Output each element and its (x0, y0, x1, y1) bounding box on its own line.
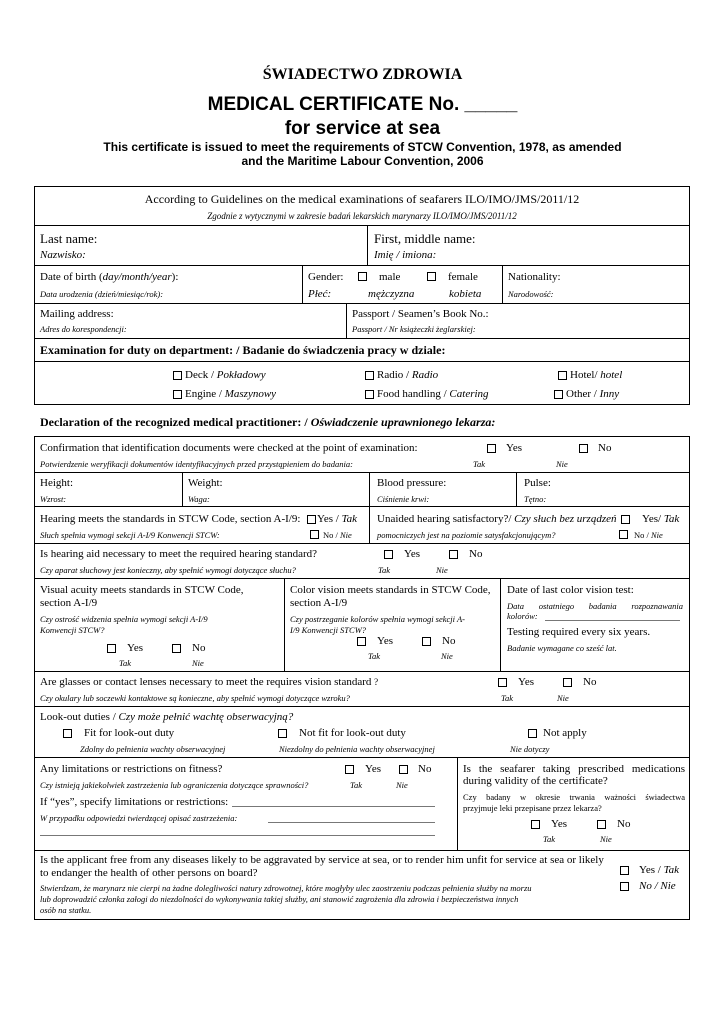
glasses-no: No (583, 676, 597, 688)
if-yes-pl: W przypadku odpowiedzi twierdzącej opisać zastrzeżenia: (40, 813, 238, 823)
radio-label: Radio / Radio (377, 369, 439, 381)
limits-pl: Czy istnieją jakiekolwiek zastrzeżenia lub ograniczenia dotyczące sprawności? (40, 780, 309, 790)
limits-yes: Yes (365, 763, 382, 775)
not-fit-lookout-pl: Niezdolny do pełnienia wachty obserwacyjnej (279, 744, 435, 754)
convention-line-1: This certificate is issued to meet the requirements of STCW Convention, 1978, as amended (103, 140, 622, 154)
not-apply-pl: Nie dotyczy (510, 744, 550, 754)
title-certificate-number: MEDICAL CERTIFICATE No. _____ (207, 94, 518, 115)
limits-no-checkbox[interactable] (399, 765, 408, 774)
visual-pl-2: Konwencji STCW? (40, 625, 105, 635)
engine-checkbox[interactable] (173, 390, 182, 399)
mailing-pl: Adres do korespondencji: (40, 324, 127, 334)
meds-yes: Yes (551, 818, 568, 830)
color-pl-1: Czy postrzeganie kolorów spełnia wymogi sekcji A- (290, 614, 466, 624)
not-fit-lookout-label: Not fit for look-out duty (299, 727, 406, 739)
if-yes-label: If “yes”, specify limitations or restrictions: (40, 796, 229, 808)
visual-no-checkbox[interactable] (172, 644, 181, 653)
if-yes-line[interactable] (232, 806, 435, 807)
not-apply-label: Not apply (543, 727, 587, 739)
male-pl: mężczyzna (368, 288, 415, 300)
color-yes-checkbox[interactable] (357, 637, 366, 646)
aid-pl: Czy aparat słuchowy jest konieczny, aby spełnić wymogi dotyczące słuchu? (40, 565, 296, 575)
limits-nie: Nie (396, 780, 408, 790)
confirm-label: Confirmation that identification documents were checked at the point of examination: (40, 442, 418, 454)
visual-pl-1: Czy ostrość widzenia spełnia wymogi sekcji A-I/9 (40, 614, 208, 624)
declaration-title: Declaration of the recognized medical practitioner: / Oświadczenie uprawnionego lekarza: (40, 415, 496, 429)
fit-lookout-label: Fit for look-out duty (84, 727, 175, 739)
color-label-1: Color vision meets standards in STCW Code, (290, 584, 491, 596)
visual-no: No (192, 642, 206, 654)
free-no-checkbox[interactable] (620, 882, 629, 891)
every-six-years-pl: Badanie wymagane co sześć lat. (507, 643, 617, 653)
meds-nie: Nie (600, 834, 612, 844)
mailing-label: Mailing address: (40, 308, 114, 320)
free-label-1: Is the applicant free from any diseases likely to be aggravated by service at sea, or to render him unfit for service at sea or likely (40, 854, 604, 866)
hearing-yes: Yes / Tak (317, 513, 358, 525)
not-fit-lookout-checkbox[interactable] (278, 729, 287, 738)
color-label-2: section A-I/9 (290, 597, 348, 609)
height-pl: Wzrost: (40, 494, 67, 504)
last-name-pl: Nazwisko: (40, 249, 86, 261)
hearing-yes-checkbox[interactable] (307, 515, 316, 524)
pulse-pl: Tętno: (524, 494, 547, 504)
visual-tak: Tak (119, 658, 131, 668)
visual-label-1: Visual acuity meets standards in STCW Code, (40, 584, 244, 596)
hearing-label: Hearing meets the standards in STCW Code, section A-I/9: (40, 513, 301, 525)
male-label: male (379, 271, 401, 283)
glasses-pl: Czy okulary lub soczewki kontaktowe są konieczne, aby spełnić wymogi dotyczące wzroku? (40, 693, 350, 703)
color-pl-2: I/9 Konwencji STCW? (290, 625, 367, 635)
free-no: No / Nie (639, 880, 676, 892)
weight-pl: Waga: (188, 494, 210, 504)
visual-yes-checkbox[interactable] (107, 644, 116, 653)
gender-label: Gender: (308, 271, 344, 283)
guidelines-pl: Zgodnie z wytycznymi w zakresie badań lekarskich marynarzy ILO/IMO/JMS/2011/12 (207, 211, 517, 221)
hearing-pl: Słuch spełnia wymogi sekcji A-I/9 Konwencji STCW: (40, 530, 220, 540)
confirm-no-checkbox[interactable] (579, 444, 588, 453)
height-label: Height: (40, 477, 73, 489)
aid-no-checkbox[interactable] (449, 550, 458, 559)
other-label: Other / Inny (566, 388, 620, 400)
aid-tak: Tak (378, 565, 390, 575)
glasses-label: Are glasses or contact lenses necessary to meet the requires vision standard ? (40, 676, 379, 688)
department-title: Examination for duty on department: / Badanie do świadczenia pracy w dziale: (40, 343, 446, 357)
if-yes-pl-line[interactable] (268, 822, 435, 823)
food-label: Food handling / Catering (377, 388, 489, 400)
unaided-label: Unaided hearing satisfactory?/ Czy słuch bez urządzeń (377, 513, 617, 525)
dob-label: Date of birth (day/month/year): (40, 271, 179, 283)
pulse-label: Pulse: (524, 477, 551, 489)
meds-no-checkbox[interactable] (597, 820, 606, 829)
hotel-checkbox[interactable] (558, 371, 567, 380)
engine-label: Engine / Maszynowy (185, 388, 277, 400)
meds-label-1: Is the seafarer taking prescribed medications (463, 763, 685, 775)
restrictions-line[interactable] (40, 835, 435, 836)
glasses-no-checkbox[interactable] (563, 678, 572, 687)
meds-yes-checkbox[interactable] (531, 820, 540, 829)
color-tak: Tak (368, 651, 380, 661)
female-pl: kobieta (449, 288, 482, 300)
free-pl-2: lub doprowadzić członka załogi do niezdolności do wykonywania takiej służby, ani stanowić zagrożenia dla zdrowia i bezpieczeństwa innych (40, 894, 519, 904)
hearing-no: No / Nie (323, 530, 352, 540)
hotel-label: Hotel/ hotel (570, 369, 623, 381)
guidelines-en: According to Guidelines on the medical examinations of seafarers ILO/IMO/JMS/2011/12 (144, 192, 580, 206)
last-color-test-pl-1: Data ostatniego badania rozpoznawania (507, 601, 683, 611)
radio-checkbox[interactable] (365, 371, 374, 380)
fit-lookout-pl: Zdolny do pełnienia wachty obserwacyjnej (80, 744, 226, 754)
free-pl-3: osób na statku. (40, 905, 92, 915)
meds-pl-1: Czy badany w okresie trwania ważności świadectwa (463, 792, 685, 802)
every-six-years: Testing required every six years. (507, 626, 651, 638)
limits-yes-checkbox[interactable] (345, 765, 354, 774)
limits-tak: Tak (350, 780, 362, 790)
confirm-yes: Yes (506, 442, 523, 454)
lookout-label: Look-out duties / Czy może pełnić wachtę obserwacyjną? (40, 711, 294, 723)
free-pl-1: Stwierdzam, że marynarz nie cierpi na żadne dolegliwości natury zdrowotnej, które mogłyby ulec zaostrzeniu podczas pełnienia służby na morzu (40, 883, 532, 893)
other-checkbox[interactable] (554, 390, 563, 399)
unaided-pl: pomocniczych jest na poziomie satysfakcjonującym? (377, 530, 556, 540)
food-checkbox[interactable] (365, 390, 374, 399)
weight-label: Weight: (188, 477, 223, 489)
aid-yes-checkbox[interactable] (384, 550, 393, 559)
bp-pl: Ciśnienie krwi: (377, 494, 430, 504)
visual-nie: Nie (192, 658, 204, 668)
limits-label: Any limitations or restrictions on fitness? (40, 763, 223, 775)
unaided-yes-checkbox[interactable] (621, 515, 630, 524)
not-apply-checkbox[interactable] (528, 729, 537, 738)
nationality-pl: Narodowość: (508, 289, 554, 299)
male-checkbox[interactable] (358, 272, 367, 281)
last-color-test-label: Date of last color vision test: (507, 584, 634, 596)
gender-pl: Płeć: (308, 288, 332, 300)
glasses-nie: Nie (557, 693, 569, 703)
deck-label: Deck / Pokładowy (185, 369, 266, 381)
confirm-tak: Tak (473, 459, 485, 469)
glasses-yes-checkbox[interactable] (498, 678, 507, 687)
dob-pl: Data urodzenia (dzień/miesiąc/rok): (40, 289, 164, 299)
confirm-nie: Nie (556, 459, 568, 469)
first-name-pl: Imię / imiona: (374, 249, 437, 261)
visual-yes: Yes (127, 642, 144, 654)
title-polish: ŚWIADECTWO ZDROWIA (262, 66, 463, 83)
meds-pl-2: przyjmuje leki przepisane przez lekarza? (463, 803, 602, 813)
free-yes-checkbox[interactable] (620, 866, 629, 875)
free-label-2: to endanger the health of other persons on board? (40, 867, 258, 879)
passport-label: Passport / Seamen’s Book No.: (352, 308, 489, 320)
nationality-label: Nationality: (508, 271, 561, 283)
hearing-no-checkbox[interactable] (310, 530, 319, 539)
aid-no: No (469, 548, 483, 560)
female-label: female (448, 271, 478, 283)
visual-label-2: section A-I/9 (40, 597, 98, 609)
aid-label: Is hearing aid necessary to meet the required hearing standard? (40, 548, 318, 560)
meds-no: No (617, 818, 631, 830)
confirm-pl: Potwierdzenie weryfikacji dokumentów identyfikacyjnych przed przystąpieniem do badania: (40, 459, 353, 469)
aid-nie: Nie (436, 565, 448, 575)
confirm-yes-checkbox[interactable] (487, 444, 496, 453)
free-yes: Yes / Tak (639, 864, 680, 876)
fit-lookout-checkbox[interactable] (63, 729, 72, 738)
glasses-tak: Tak (501, 693, 513, 703)
meds-tak: Tak (543, 834, 555, 844)
passport-pl: Passport / Nr książeczki żeglarskiej: (352, 324, 476, 334)
female-checkbox[interactable] (427, 272, 436, 281)
last-color-test-pl-2: kolorów: (507, 611, 538, 621)
limits-no: No (418, 763, 432, 775)
color-no-checkbox[interactable] (422, 637, 431, 646)
deck-checkbox[interactable] (173, 371, 182, 380)
glasses-yes: Yes (518, 676, 535, 688)
aid-yes: Yes (404, 548, 421, 560)
last-name-label: Last name: (40, 231, 98, 246)
color-nie: Nie (441, 651, 453, 661)
color-yes: Yes (377, 635, 394, 647)
title-service-at-sea: for service at sea (284, 118, 441, 139)
meds-label-2: during validity of the certificate? (463, 775, 608, 787)
confirm-no: No (598, 442, 612, 454)
first-name-label: First, middle name: (374, 231, 476, 246)
convention-line-2: and the Maritime Labour Convention, 2006 (241, 154, 484, 168)
color-no: No (442, 635, 456, 647)
unaided-no-checkbox[interactable] (619, 530, 628, 539)
unaided-no: No / Nie (634, 530, 663, 540)
bp-label: Blood pressure: (377, 477, 447, 489)
unaided-yes: Yes/ Tak (642, 513, 680, 525)
